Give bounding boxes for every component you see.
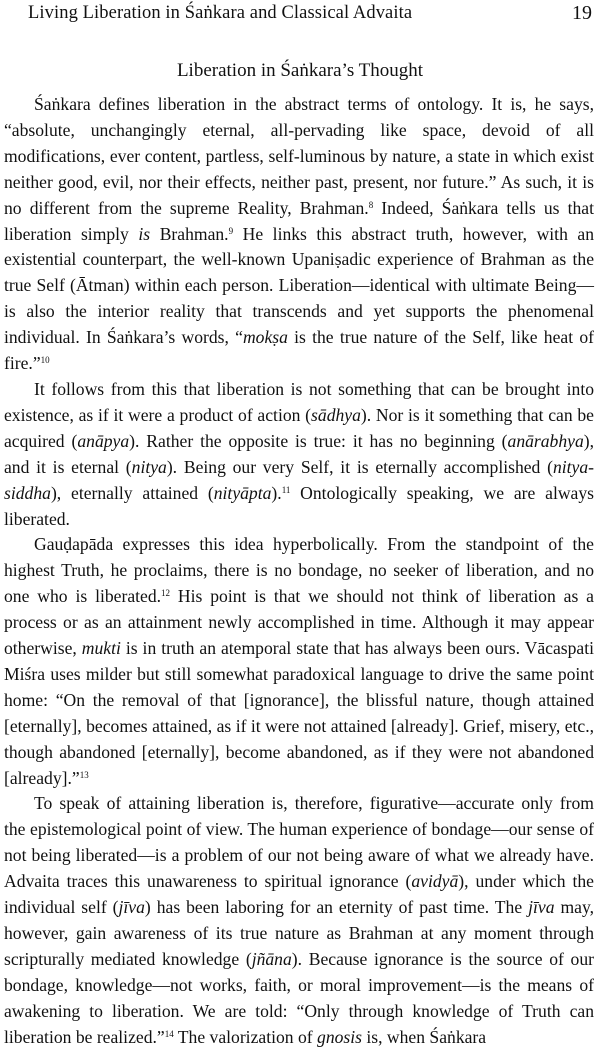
paragraph	[4, 791, 594, 1050]
text-run: ), under which the individual self (	[4, 871, 594, 918]
paragraph	[4, 92, 594, 377]
italic-term: nitya	[131, 456, 167, 477]
footnote-ref: 12	[161, 588, 171, 599]
text-run: Brahman.	[150, 223, 229, 244]
text-run: is in truth an atemporal state that has always been ours. Vācaspati Miśra uses milder but still somewhat paradoxical language to drive the same point home: “On the removal of that [ignorance], the blissful nature, though attained [eternally], becomes attained, as if it were not attained [already]. Grief, misery, etc., though abandoned [eternally], become abandoned, as if they were not abandoned [already].”	[4, 638, 595, 788]
italic-term: anārabhya	[507, 430, 584, 451]
italic-term: jīva	[528, 897, 555, 918]
italic-term: jīva	[118, 897, 145, 918]
italic-term: is	[138, 223, 151, 244]
paragraph	[4, 532, 594, 791]
text-run: ). Because ignorance is the source of our bondage, knowledge—not works, faith, or moral improvement—is the means of awakening to liberation. We are told: “Only through knowledge of Truth can liberation be realized.”	[4, 948, 595, 1047]
italic-term: jñāna	[251, 948, 292, 969]
text-run: may, however, gain awareness of its true nature as Brahman at any moment through scripturally mediated knowledge (	[4, 897, 594, 969]
text-run: He links this abstract truth, however, with an existential counterpart, the well-known Upaniṣadic experience of Brahman as the true Self (Ātman) within each person. Liberation—identical with ultimate Being—is also the interior reality that transcends and yet supports the phenomenal individual. In Śaṅkara’s words, “	[4, 223, 595, 348]
text-run: Indeed, Śaṅkara tells us that liberation simply	[4, 197, 594, 244]
text-run: ).	[271, 482, 282, 503]
footnote-ref: 8	[368, 199, 374, 210]
text-run: Śaṅkara defines liberation in the abstract terms of ontology. It is, he says, “absolute, unchangingly eternal, all-pervading like space, devoid of all modifications, ever content, partless, self-luminous by nature, a state in which exist neither good, evil, nor their effects, neither past, present, nor future.” As such, it is no different from the supreme Reality, Brahman.	[4, 94, 594, 218]
text-run: ), eternally attained (	[50, 482, 214, 503]
running-title: Living Liberation in Śaṅkara and Classical Advaita	[28, 3, 413, 23]
italic-term: nitya-siddha	[4, 456, 595, 503]
italic-term: sādhya	[311, 404, 361, 425]
page-number: 19	[572, 2, 592, 24]
footnote-ref: 11	[281, 484, 291, 495]
paragraph	[4, 377, 594, 532]
text-run: The valorization of	[173, 1026, 318, 1047]
italic-term: avidyā	[411, 871, 459, 892]
footnote-ref: 14	[164, 1028, 174, 1039]
text-run: Ontologically speaking, we are always liberated.	[4, 482, 594, 529]
text-run: His point is that we should not think of liberation as a process or as an attainment newly accomplished in time. Although it may appear otherwise,	[4, 586, 594, 659]
italic-term: nityāpta	[213, 482, 272, 503]
text-run: It follows from this that liberation is not something that can be brought into existence, as if it were a product of action (	[4, 378, 594, 425]
italic-term: anāpya	[77, 430, 130, 451]
text-run: To speak of attaining liberation is, therefore, figurative—accurate only from the epistemological point of view. The human experience of bondage—our sense of not being liberated—is a problem of our not being aware of what we already have. Advaita traces this unawareness to spiritual ignorance (	[4, 793, 594, 892]
running-header	[0, 0, 600, 30]
text-run: ) has been laboring for an eternity of past time. The	[144, 897, 529, 918]
footnote-ref: 10	[40, 355, 50, 366]
text-run: ), and it is eternal (	[4, 430, 595, 477]
italic-term: mukti	[81, 638, 121, 659]
text-run: is the true nature of the Self, like heat of fire.”	[4, 327, 594, 374]
footnote-ref: 13	[79, 769, 89, 780]
italic-term: gnosis	[317, 1026, 362, 1047]
text-run: ). Rather the opposite is true: it has no beginning (	[129, 430, 508, 451]
body-text	[4, 92, 594, 1051]
italic-term: mokṣa	[242, 327, 288, 348]
footnote-ref: 9	[228, 225, 234, 236]
text-run: ). Being our very Self, it is eternally accomplished (	[166, 456, 553, 477]
text-run: ). Nor is it something that can be acquired (	[4, 404, 594, 451]
text-run: Gauḍapāda expresses this idea hyperbolically. From the standpoint of the highest Truth, he proclaims, there is no bondage, no seeker of liberation, and no one who is liberated.	[4, 534, 594, 607]
section-title: Liberation in Śaṅkara’s Thought	[176, 60, 424, 81]
text-run: is, when Śaṅkara	[362, 1026, 487, 1047]
